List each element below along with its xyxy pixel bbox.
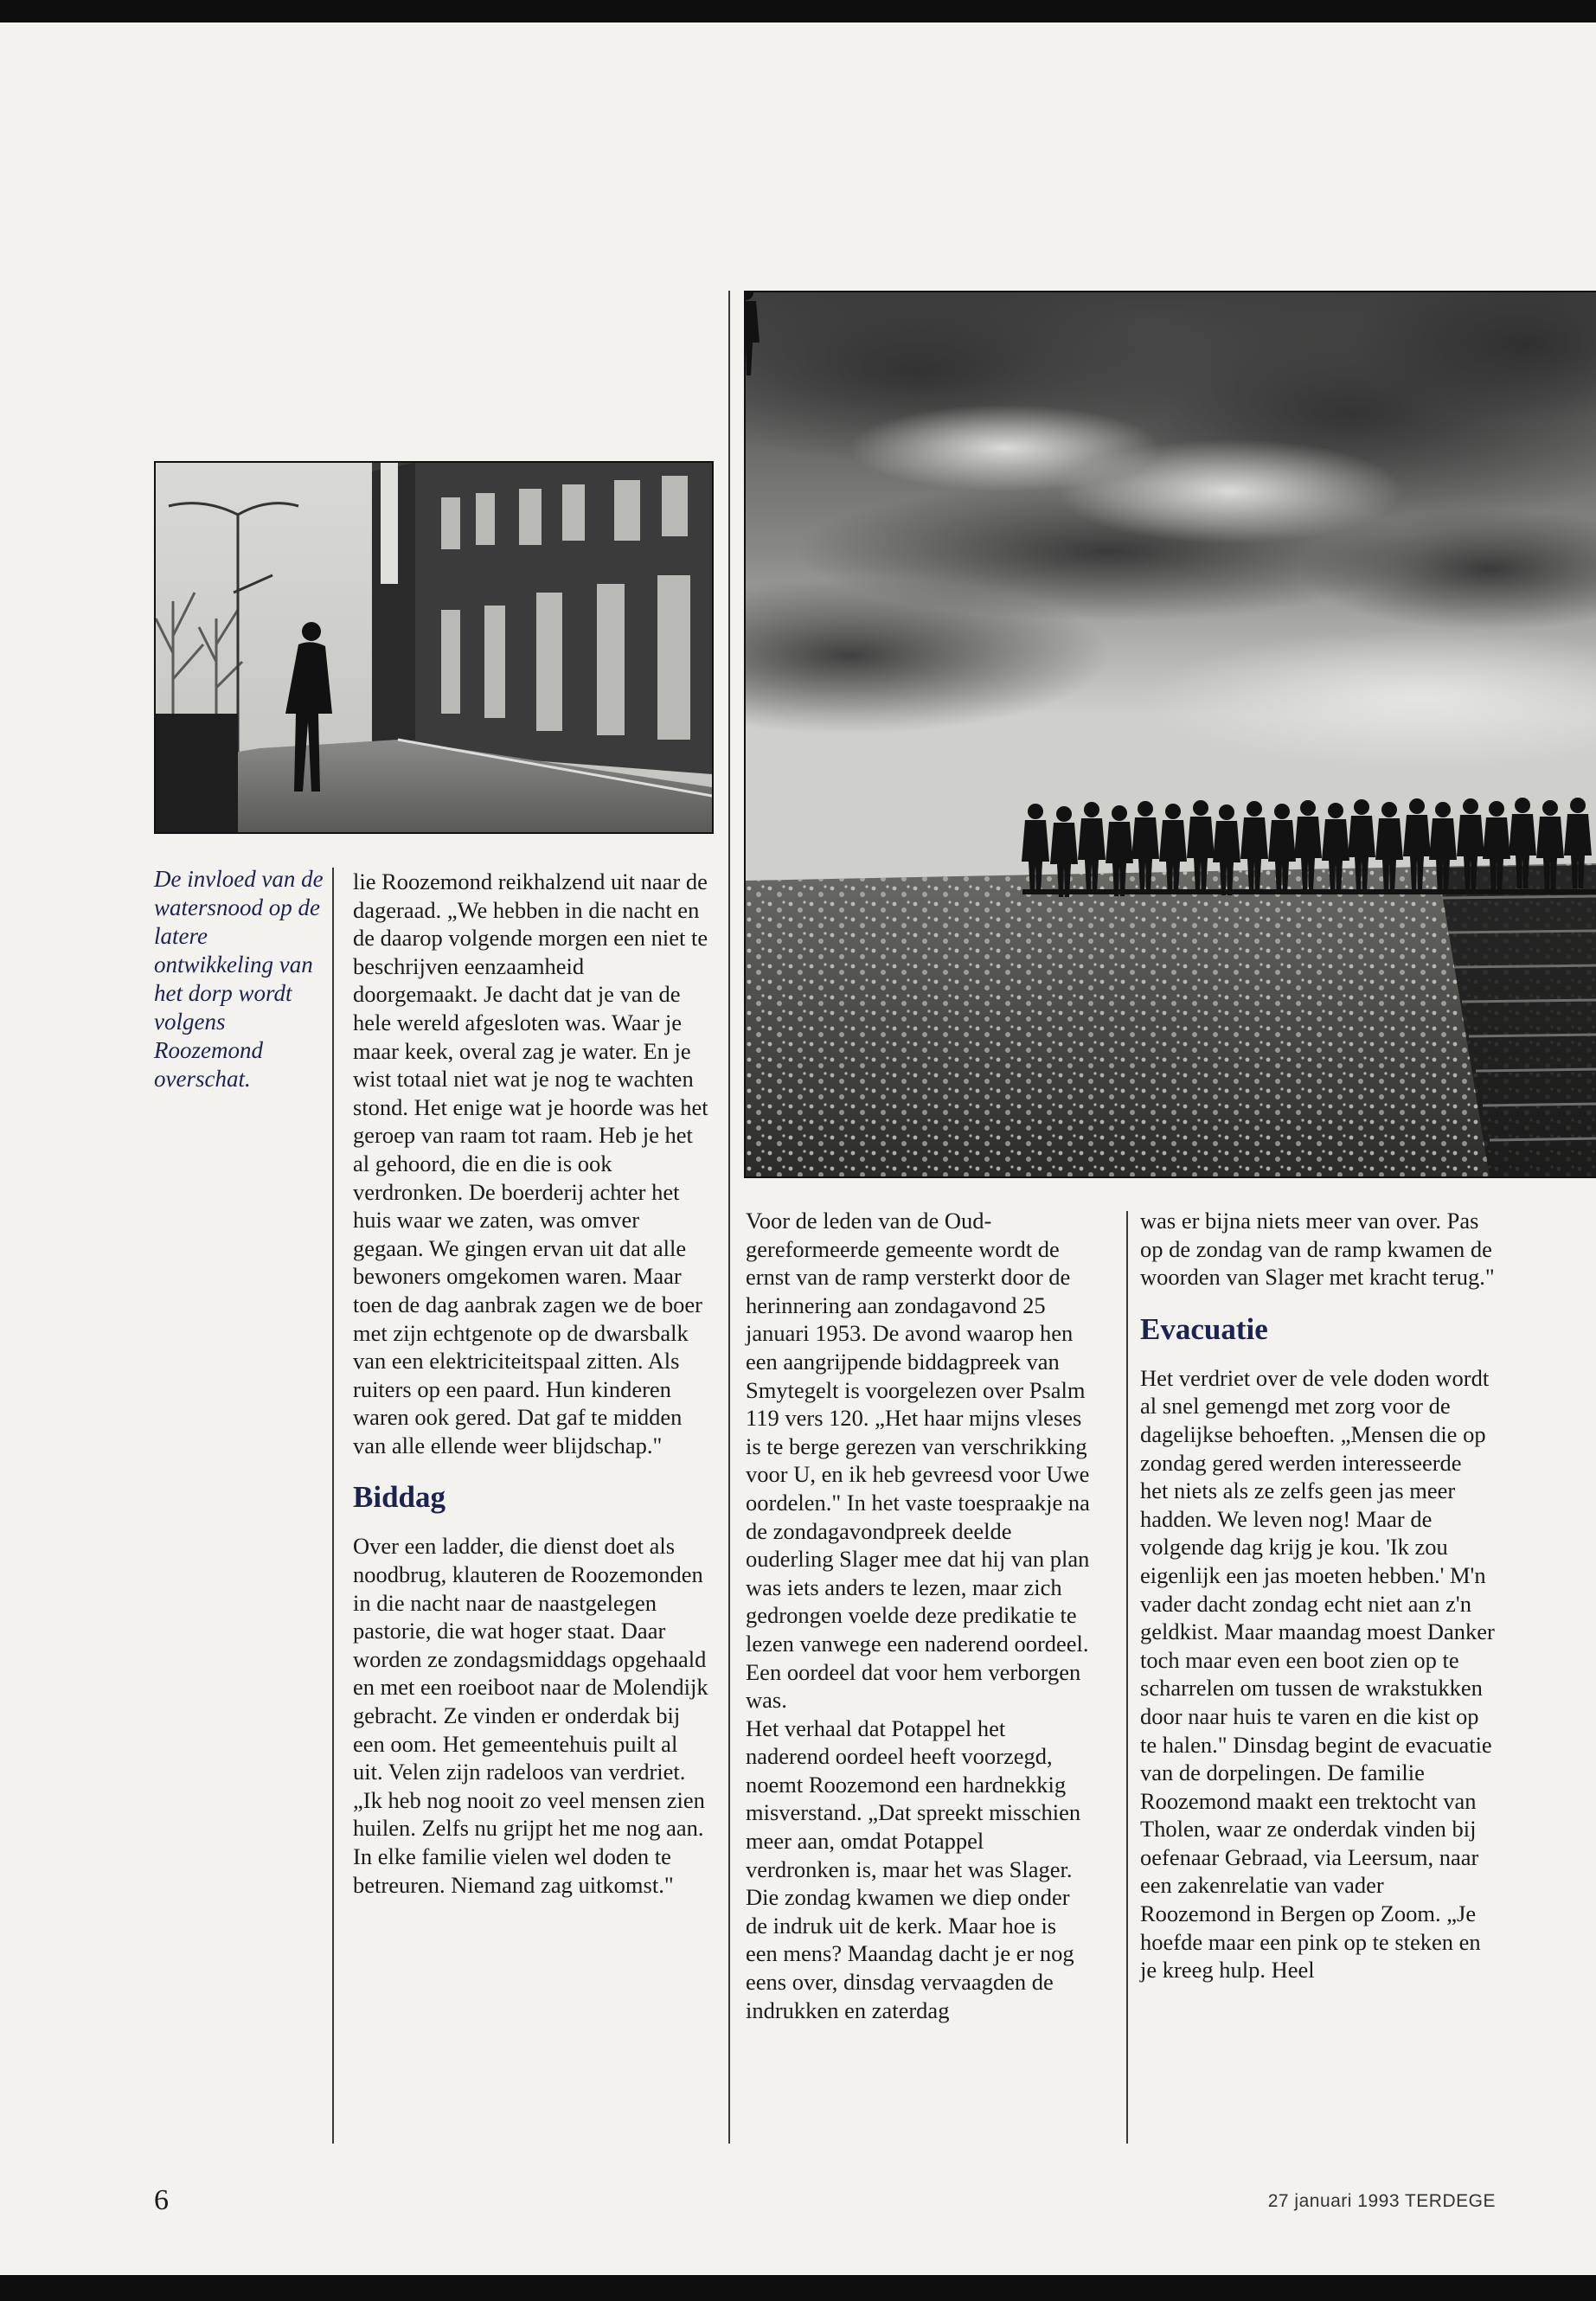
column3-paragraph-1: was er bijna niets meer van over. Pas op de zondag van de ramp kwamen de woorden van Slager met kracht terug.": [1140, 1208, 1495, 1291]
street-photo-image: [156, 463, 712, 832]
column2-paragraph-2: Het verhaal dat Potappel het naderend oordeel heeft voorzegd, noemt Roozemond een hardnekkig misverstand. „Dat spreekt misschien meer aan, omdat Potappel verdronken is, maar het was Slager. Die zondag kwamen we diep onder de indruk uit de kerk. Maar hoe is een mens? Maandag dacht je er nog eens over, dinsdag vervaagden de indrukken en zaterdag: [746, 1715, 1081, 2023]
photo-caption: De invloed van de watersnood op de latere ontwikkeling van het dorp wordt volgens Roozemond overschat.: [154, 866, 324, 1092]
publication-footer: 27 januari 1993 TERDEGE: [1267, 2191, 1496, 2211]
article-column-3: [1140, 1207, 1495, 1984]
bottom-border: [0, 2275, 1596, 2301]
article-column-1: [353, 868, 712, 1899]
column1-paragraph-1: lie Roozemond reikhalzend uit naar de dageraad. „We hebben in die nacht en de daarop volgende morgen een niet te beschrijven eenzaamheid doorgemaakt. Je dacht dat je van de hele wereld afgesloten was. Waar je maar keek, overal zag je water. En je wist totaal niet wat je nog te wachten stond. Het enige wat je hoorde was het geroep van raam tot raam. Heb je het al gehoord, die en die is ook verdronken. De boerderij achter het huis waar we zaten, was omver gegaan. We gingen ervan uit dat alle bewoners omgekomen waren. Maar toen de dag aanbrak zagen we de boer met zijn echtgenote op de dwarsbalk van een elektriciteitspaal zitten. Als ruiters op een paard. Hun kinderen waren ook gered. Dat gaf te midden van alle ellende weer blijdschap.": [353, 868, 708, 1458]
dike-procession-photo: [744, 291, 1596, 1178]
column-rule-2: [728, 291, 730, 2144]
page-number: 6: [154, 2184, 169, 2216]
street-photo: [154, 461, 714, 834]
top-border: [0, 0, 1596, 22]
heading-biddag: Biddag: [353, 1480, 445, 1515]
article-column-2: [746, 1207, 1092, 2024]
column3-paragraph-2: Het verdriet over de vele doden wordt al snel gemengd met zorg voor de dagelijkse behoeften. „Mensen die op zondag gered werden interesseerde het niets als ze zelfs geen jas meer hadden. We leven nog! Maar de volgende dag krijg je kou. 'Ik zou eigenlijk een jas moeten hebben.' M'n vader dacht zondag echt niet aan z'n geldkist. Maar maandag moest Danker toch maar even een boot zien op te scharrelen om tussen de wrakstukken door naar huis te varen en die kist op te halen." Dinsdag begint de evacuatie van de dorpelingen. De familie Roozemond maakt een trektocht van Tholen, waar ze onderdak vinden bij oefenaar Gebraad, via Leersum, naar een zakenrelatie van vader Roozemond in Bergen op Zoom. „Je hoefde maar een pink op te steken en je kreeg hulp. Heel: [1140, 1364, 1495, 1984]
column-rule-1: [332, 868, 334, 2144]
column-rule-3: [1126, 1211, 1128, 2144]
column1-paragraph-2: Over een ladder, die dienst doet als noodbrug, klauteren de Roozemonden in die nacht naar de naastgelegen pastorie, die wat hoger staat. Daar worden ze zondagsmiddags opgehaald en met een roeiboot naar de Molendijk gebracht. Ze vinden er onderdak bij een oom. Het gemeentehuis puilt al uit. Velen zijn radeloos van verdriet. „Ik heb nog nooit zo veel mensen zien huilen. Zelfs nu grijpt het me nog aan. In elke familie vielen wel doden te betreuren. Niemand zag uitkomst.": [353, 1533, 708, 1898]
column2-paragraph-1: Voor de leden van de Oud-gereformeerde gemeente wordt de ernst van de ramp versterkt door de herinnering aan zondagavond 25 januari 1953. De avond waarop hen een aangrijpende biddagpreek van Smytegelt is voorgelezen over Psalm 119 vers 120. „Het haar mijns vleses is te berge gerezen van verschrikking voor U, en ik heb gevreesd voor Uwe oordelen." In het vaste toespraakje na de zondagavondpreek deelde ouderling Slager mee dat hij van plan was iets anders te lezen, maar zich gedrongen voelde deze predikatie te lezen vanwege een naderend oordeel. Een oordeel dat voor hem verborgen was.: [746, 1208, 1090, 1714]
heading-evacuatie: Evacuatie: [1140, 1311, 1268, 1346]
dike-procession-image: [746, 292, 1596, 1176]
